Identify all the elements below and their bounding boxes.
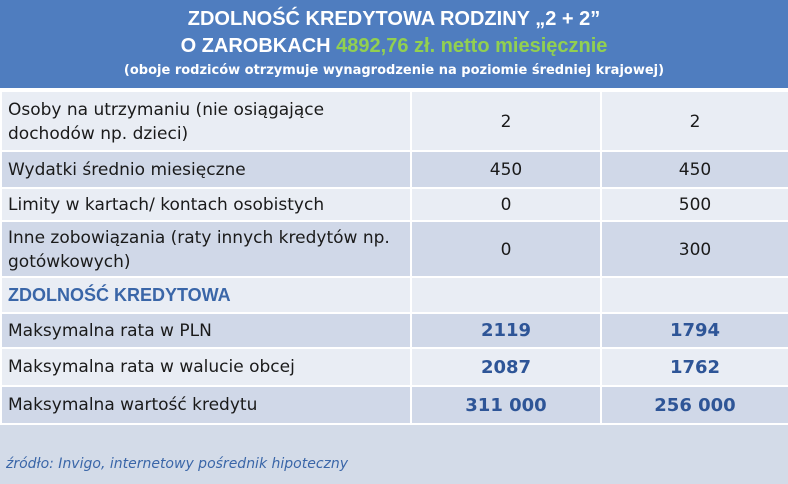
- table-row: [1, 386, 788, 424]
- cell-value: 500: [601, 188, 788, 221]
- cell-value: 300: [601, 221, 788, 277]
- table-row: [1, 348, 788, 386]
- table-row: [1, 188, 788, 221]
- result-value: 2087: [411, 348, 601, 386]
- result-value: 1794: [601, 313, 788, 348]
- table-row: [1, 91, 788, 151]
- source-note: źródło: Invigo, internetowy pośrednik hipoteczny: [0, 451, 788, 484]
- cell-value: 450: [601, 151, 788, 188]
- income-amount: 4892,76 zł. netto miesięcznie: [336, 35, 608, 57]
- table-row: [1, 151, 788, 188]
- result-value: 1762: [601, 348, 788, 386]
- row-label: Maksymalna rata w PLN: [1, 313, 411, 348]
- empty-cell: [601, 277, 788, 313]
- table-header: [0, 0, 788, 90]
- cell-value: 450: [411, 151, 601, 188]
- table-row: [1, 313, 788, 348]
- cell-value: 0: [411, 188, 601, 221]
- row-label: Limity w kartach/ kontach osobistych: [1, 188, 411, 221]
- section-row: [1, 277, 788, 313]
- section-heading: ZDOLNOŚĆ KREDYTOWA: [1, 277, 411, 313]
- cell-value: 2: [411, 91, 601, 151]
- table-title: ZDOLNOŚĆ KREDYTOWA RODZINY „2 + 2”: [187, 8, 601, 30]
- cell-value: 0: [411, 221, 601, 277]
- result-value: 311 000: [411, 386, 601, 424]
- row-label: Osoby na utrzymaniu (nie osiągające dochodów np. dzieci): [1, 91, 411, 151]
- row-label: Inne zobowiązania (raty innych kredytów np. gotówkowych): [1, 221, 411, 277]
- result-value: 256 000: [601, 386, 788, 424]
- row-label: Maksymalna rata w walucie obcej: [1, 348, 411, 386]
- empty-cell: [411, 277, 601, 313]
- result-value: 2119: [411, 313, 601, 348]
- table-row: [1, 221, 788, 277]
- cell-value: 2: [601, 91, 788, 151]
- subtitle-prefix: O ZAROBKACH: [180, 35, 331, 57]
- row-label: Wydatki średnio miesięczne: [1, 151, 411, 188]
- data-table: [0, 90, 788, 425]
- row-label: Maksymalna wartość kredytu: [1, 386, 411, 424]
- table-subtitle: [0, 33, 788, 60]
- table-note: (oboje rodziców otrzymuje wynagrodzenie na poziomie średniej krajowej): [123, 63, 665, 78]
